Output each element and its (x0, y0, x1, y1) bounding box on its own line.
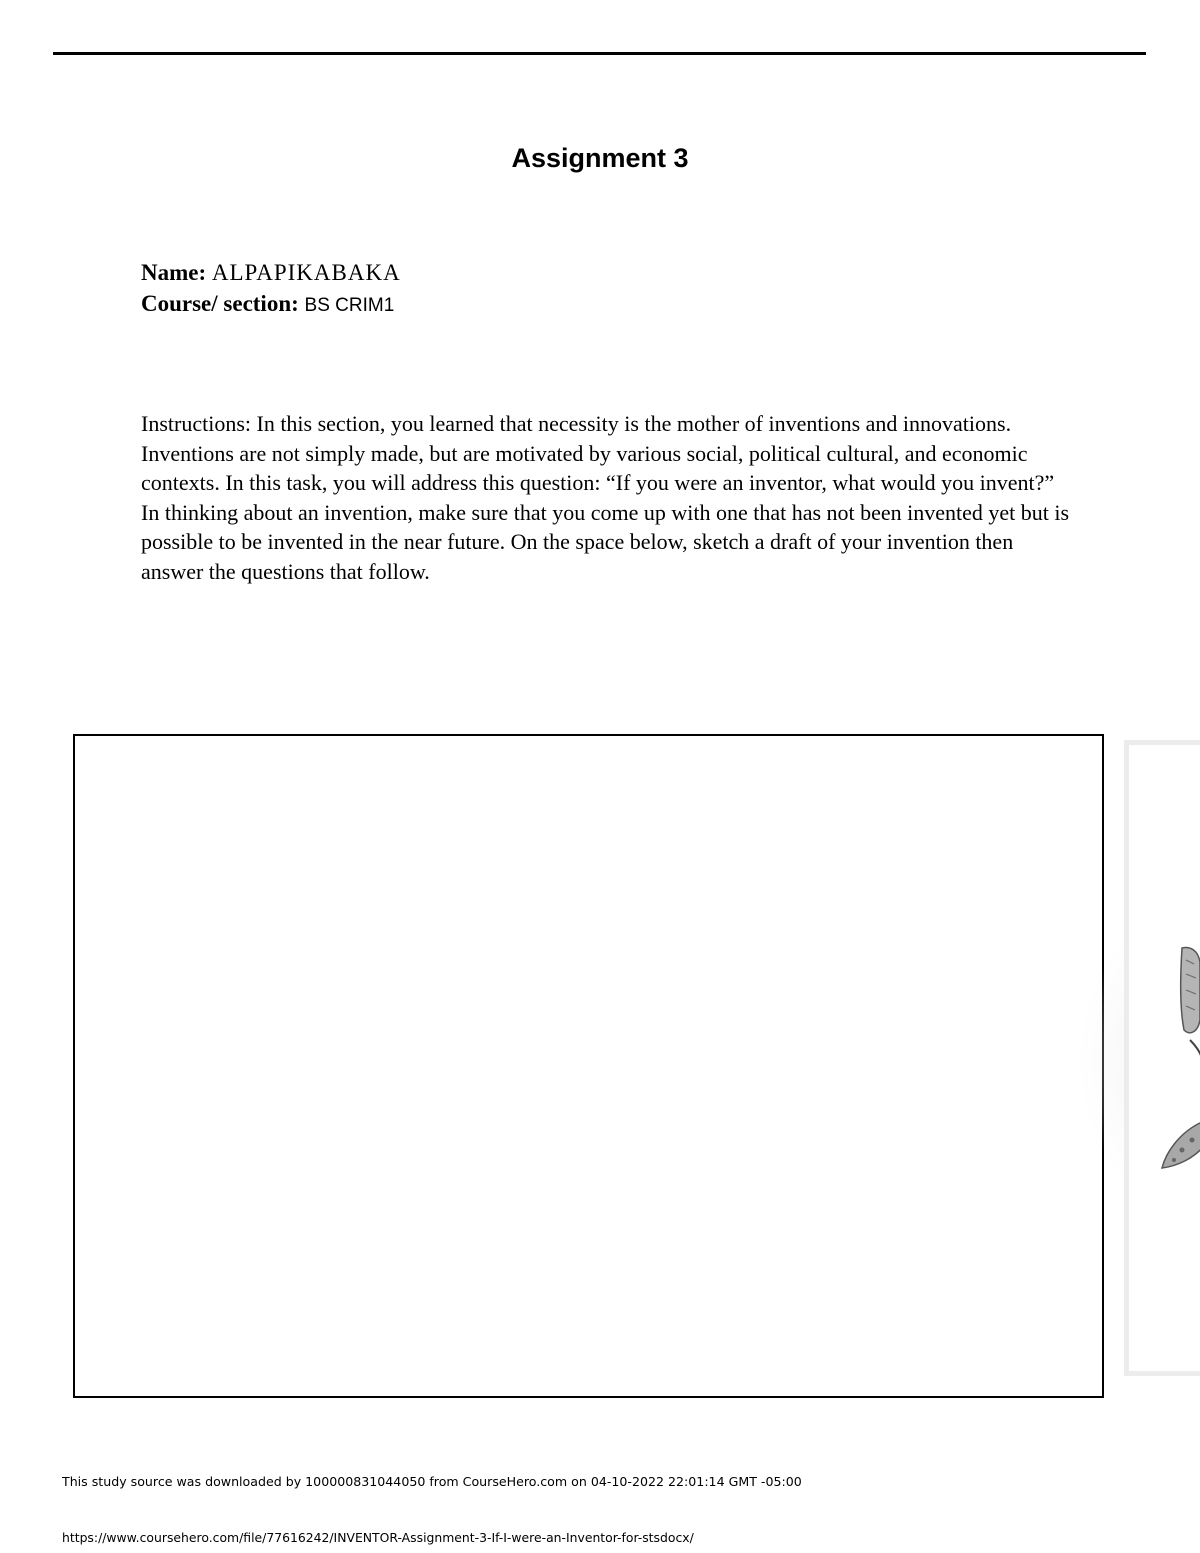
download-notice: This study source was downloaded by 100000831044050 from CourseHero.com on 04-10-2022 22:01:14 GMT -05:00 (62, 1474, 802, 1489)
name-field (141, 258, 401, 288)
course-label: Course/ section: (141, 291, 299, 316)
sketch-fragment-image (1160, 940, 1200, 1175)
name-label: Name: (141, 260, 207, 285)
course-field (141, 289, 394, 321)
page-title: Assignment 3 (511, 143, 689, 173)
course-value: BS CRIM1 (304, 295, 395, 316)
name-value: ALPAPIKABAKA (211, 260, 401, 285)
sketch-area (73, 734, 1104, 1398)
source-url[interactable]: https://www.coursehero.com/file/77616242/INVENTOR-Assignment-3-If-I-were-an-Inventor-for-stsdocx/ (62, 1530, 694, 1545)
top-rule (53, 52, 1146, 55)
instructions-paragraph: Instructions: In this section, you learned that necessity is the mother of inventions and innovations. Inventions are not simply made, but are motivated by various social, political cultural, and economic contexts. In this task, you will address this question: “If you were an inventor, what would you invent?” In thinking about an invention, make sure that you come up with one that has not been invented yet but is possible to be invented in the near future. On the space below, sketch a draft of your invention then answer the questions that follow. (141, 411, 1070, 584)
